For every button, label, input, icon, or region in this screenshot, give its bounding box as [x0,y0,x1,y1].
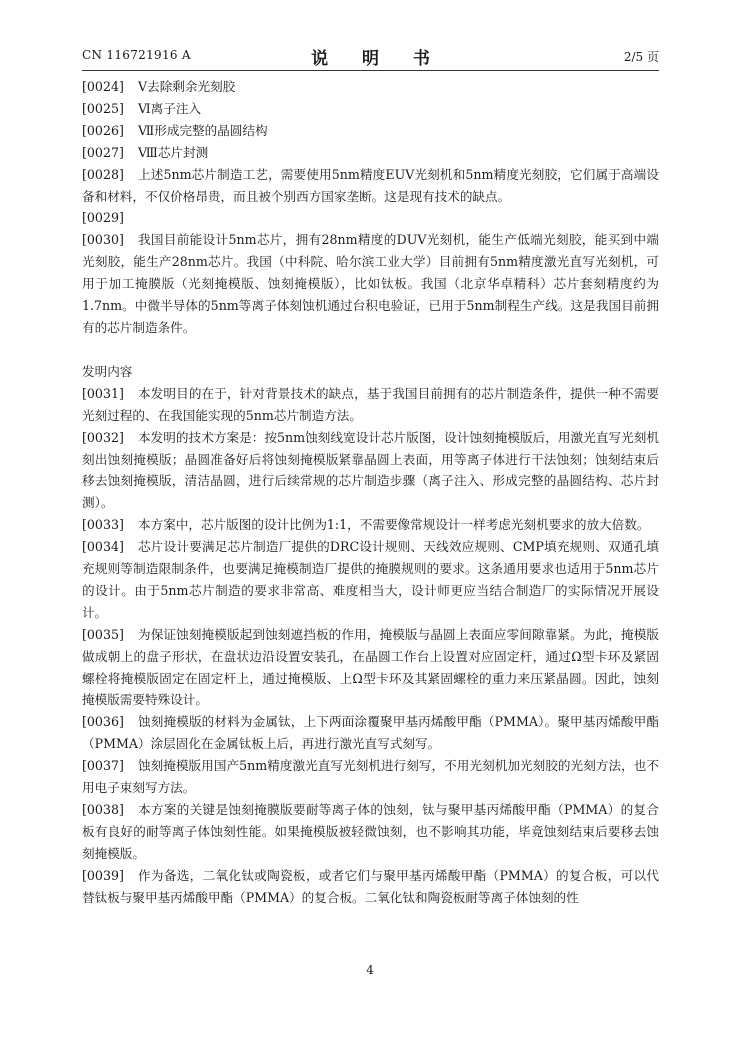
header-divider [82,70,659,71]
paragraph [82,164,659,208]
paragraph-number: [0033] [82,517,124,533]
paragraph [82,427,659,515]
paragraph-text: Ⅶ形成完整的晶圆结构 [138,122,268,138]
paragraph-number: [0024] [82,79,124,94]
section-title: 发明内容 [82,363,133,379]
paragraph-number: [0030] [82,232,124,248]
paragraph-text: 蚀刻掩模版用国产5nm精度激光直写光刻机进行刻写，不用光刻机加光刻胶的光刻方法，也不用电子束刻写方法。 [82,758,659,796]
paragraph-text: Ⅷ芯片封测 [138,144,209,160]
doc-number: CN 116721916 A [82,48,191,62]
paragraph-text: 作为备选，二氧化钛或陶瓷板，或者它们与聚甲基丙烯酸甲酯（PMMA）的复合板，可以代替钛板与聚甲基丙烯酸甲酯（PMMA）的复合板。二氧化钛和陶瓷板耐等离子体蚀刻的性 [82,867,659,905]
doc-title: 说 明 书 [311,49,444,69]
paragraph [82,120,659,142]
paragraph-text: 本方案中，芯片版图的设计比例为1:1，不需要像常规设计一样考虑光刻机要求的放大倍数。 [138,517,650,533]
paragraph-group-summary [82,383,659,909]
paragraph [82,76,659,98]
paragraph-number: [0035] [82,626,124,642]
paragraph-text: 为保证蚀刻掩模版起到蚀刻遮挡板的作用，掩模版与晶圆上表面应零间隙靠紧。为此，掩模版做成朝上的盘子形状，在盘状边沿设置安装孔，在晶圆工作台上设置对应固定杆，通过Ω型卡环及紧固螺栓将掩模版固定在固定杆上，通过掩模版、上Ω型卡环及其紧固螺栓的重力来压紧晶圆。因此，蚀刻掩模版需要特殊设计。 [82,626,659,708]
paragraph [82,142,659,164]
paragraph [82,711,659,755]
paragraph [82,98,659,120]
paragraph-number: [0031] [82,385,124,401]
paragraph-text: 上述5nm芯片制造工艺，需要使用5nm精度EUV光刻机和5nm精度光刻胶，它们属于高端设备和材料，不仅价格昂贵，而且被个别西方国家垄断。这是现有技术的缺点。 [82,166,659,204]
paragraph [82,536,659,624]
paragraph [82,865,659,909]
page-number: 4 [366,963,374,977]
paragraph-number: [0025] [82,100,124,116]
paragraph-number: [0037] [82,758,124,774]
paragraph-text: 本发明目的在于，针对背景技术的缺点，基于我国目前拥有的芯片制造条件，提供一种不需要光刻过程的、在我国能实现的5nm芯片制造方法。 [82,385,659,423]
paragraph-text: 蚀刻掩模版的材料为金属钛，上下两面涂覆聚甲基丙烯酸甲酯（PMMA）。聚甲基丙烯酸甲酯（PMMA）涂层固化在金属钛板上后，再进行激光直写式刻写。 [82,714,659,752]
paragraph [82,207,659,229]
paragraph-text: Ⅵ离子注入 [138,100,202,116]
paragraph-number: [0039] [82,867,124,883]
paragraph-text: 本方案的关键是蚀刻掩膜版要耐等离子体的蚀刻，钛与聚甲基丙烯酸甲酯（PMMA）的复合板有良好的耐等离子体蚀刻性能。如果掩模版被轻微蚀刻，也不影响其功能，毕竟蚀刻结束后要移去蚀刻掩模版。 [82,802,659,861]
paragraph-number: [0038] [82,802,124,817]
paragraph-number: [0034] [82,539,124,555]
page-header [82,44,659,69]
paragraph-text [82,207,659,229]
paragraph [82,514,659,536]
paragraph [82,383,659,427]
paragraph-number: [0036] [82,714,124,730]
paragraph [82,755,659,799]
paragraph [82,624,659,712]
paragraph [82,229,659,339]
paragraph [82,799,659,865]
paragraph-number: [0026] [82,122,124,138]
paragraph-number: [0027] [82,144,124,160]
paragraph-text: 芯片设计要满足芯片制造厂提供的DRC设计规则、天线效应规则、CMP填充规则、双通孔填充规则等制造限制条件，也要满足掩模制造厂提供的掩膜规则的要求。这条通用要求也适用于5nm芯片的设计。由于5nm芯片制造的要求非常高、难度相当大，设计师更应当结合制造厂的实际情况开展设计。 [82,539,659,620]
document-body [82,76,659,909]
paragraph-number: [0032] [82,429,124,445]
paragraph-group-background [82,76,659,339]
page-info: 2/5 页 [623,50,659,64]
paragraph-number: [0028] [82,166,124,182]
paragraph-text: 本发明的技术方案是：按5nm蚀刻线宽设计芯片版图，设计蚀刻掩模版后，用激光直写光刻机刻出蚀刻掩模版；晶圆准备好后将蚀刻掩模版紧靠晶圆上表面，用等离子体进行干法蚀刻；蚀刻结束后移去蚀刻掩模版，清洁晶圆，进行后续常规的芯片制造步骤（离子注入、形成完整的晶圆结构、芯片封测）。 [82,429,659,511]
paragraph-number: [0029] [82,210,124,226]
paragraph-text: Ⅴ去除剩余光刻胶 [138,79,236,94]
paragraph-text: 我国目前能设计5nm芯片，拥有28nm精度的DUV光刻机，能生产低端光刻胶，能买到中端光刻胶，能生产28nm芯片。我国（中科院、哈尔滨工业大学）目前拥有5nm精度激光直写光刻机，可用于加工掩膜版（光刻掩模版、蚀刻掩模版），比如钛板。我国（北京华卓精科）芯片套刻精度约为1.7nm。中微半导体的5nm等离子体刻蚀机通过台积电验证，已用于5nm制程生产线。这是我国目前拥有的芯片制造条件。 [82,232,659,335]
